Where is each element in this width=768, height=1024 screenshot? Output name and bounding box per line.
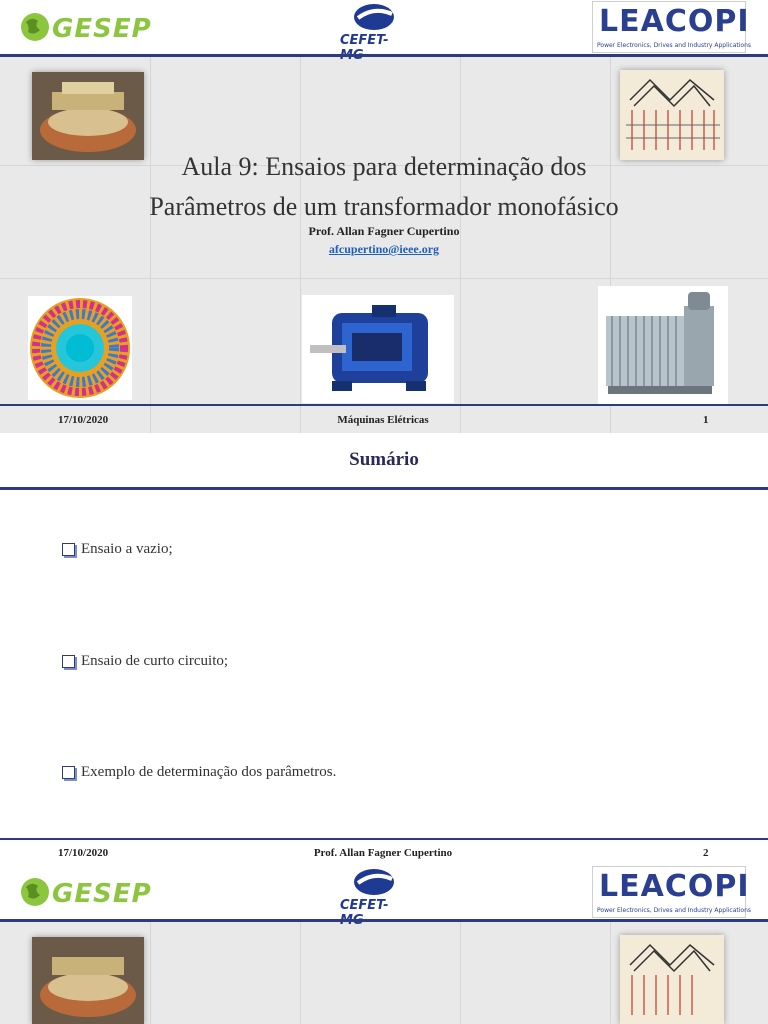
transformer-picture (598, 286, 728, 404)
generator-photo (32, 937, 144, 1024)
grid-line (0, 278, 768, 279)
cefet-logo (338, 867, 410, 915)
motor-cutaway-image (302, 295, 454, 403)
gesep-text: GESEP (52, 14, 152, 44)
header-divider (0, 54, 768, 57)
globe-icon (20, 877, 50, 907)
list-item-text: Exemplo de determinação dos parâmetros. (81, 764, 337, 780)
cefet-emblem-icon (338, 867, 410, 897)
heading-divider (0, 487, 768, 490)
generator-photo (32, 72, 144, 160)
winding-image (620, 935, 724, 1024)
winding-diagram (620, 935, 724, 1024)
list-item-text: Ensaio a vazio; (81, 541, 173, 557)
list-item (62, 541, 173, 558)
stator-fem-image (28, 296, 132, 400)
footer-course: Máquinas Elétricas (337, 414, 429, 426)
footer-page-number: 2 (703, 847, 709, 859)
slide-1 (0, 0, 768, 433)
cefet-text: CEFET- (340, 33, 389, 48)
cefet-emblem-icon (338, 2, 410, 32)
slide-3 (0, 865, 768, 1024)
gesep-logo (20, 873, 152, 913)
footer-date: 17/10/2020 (58, 847, 109, 859)
title-line-1: Aula 9: Ensaios para determinação dos (181, 152, 587, 181)
cefet-text: CEFET- (340, 898, 389, 913)
list-item-text: Ensaio de curto circuito; (81, 653, 229, 669)
leacopi-subtitle: Power Electronics, Drives and Industry Applications (597, 907, 752, 914)
generator-image (32, 937, 144, 1024)
slide-2 (0, 433, 768, 865)
winding-diagram (620, 70, 724, 160)
footer-page-number: 1 (703, 414, 709, 426)
motor-image (302, 295, 454, 403)
leacopi-text: LEACOPI (599, 869, 750, 904)
leacopi-logo (592, 1, 752, 53)
gesep-logo (20, 8, 152, 48)
stator-image (28, 296, 132, 400)
author-name: Prof. Allan Fagner Cupertino (308, 224, 460, 238)
list-item (62, 653, 228, 670)
winding-image (620, 70, 724, 160)
header-divider (0, 919, 768, 922)
leacopi-subtitle: Power Electronics, Drives and Industry Applications (597, 42, 752, 49)
leacopi-logo (592, 866, 752, 918)
list-item (62, 764, 336, 781)
checkbox-bullet-icon (62, 766, 75, 779)
transformer-image (598, 286, 728, 404)
cefet-logo (338, 2, 410, 50)
footer-author: Prof. Allan Fagner Cupertino (313, 847, 453, 859)
footer-date: 17/10/2020 (58, 414, 109, 426)
globe-icon (20, 12, 50, 42)
checkbox-bullet-icon (62, 655, 75, 668)
generator-image (32, 72, 144, 160)
author-email-link[interactable]: afcupertino@ieee.org (328, 242, 440, 256)
checkbox-bullet-icon (62, 543, 75, 556)
footer-divider (0, 404, 768, 406)
gesep-text: GESEP (52, 879, 152, 909)
slide-heading: Sumário (349, 449, 419, 470)
leacopi-text: LEACOPI (599, 4, 750, 39)
title-line-2: Parâmetros de um transformador monofásico (149, 192, 619, 221)
footer-divider (0, 838, 768, 840)
